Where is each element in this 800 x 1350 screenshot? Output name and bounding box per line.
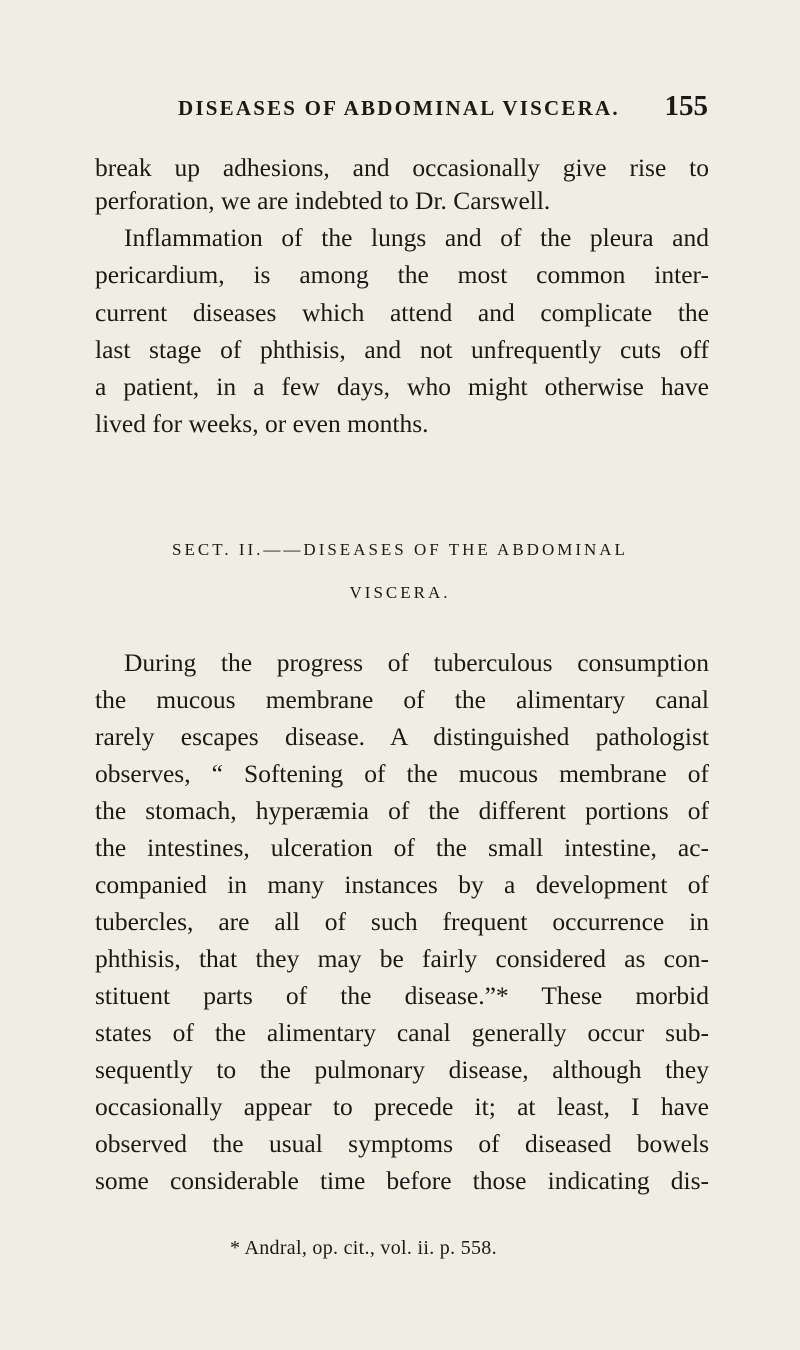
text-line: observes, “ Softening of the mucous membrane of — [95, 759, 709, 788]
running-head — [178, 90, 708, 130]
text-line: pericardium, is among the most common inter- — [95, 260, 709, 289]
text-line: tubercles, are all of such frequent occurrence in — [95, 907, 709, 936]
text-line: rarely escapes disease. A distinguished pathologist — [95, 722, 709, 751]
text-line: the intestines, ulceration of the small intestine, ac- — [95, 833, 709, 862]
text-line: the stomach, hyperæmia of the different portions of — [95, 796, 709, 825]
footnote: * Andral, op. cit., vol. ii. p. 558. — [230, 1237, 497, 1259]
page-number: 155 — [664, 90, 708, 122]
text-line: phthisis, that they may be fairly considered as con- — [95, 944, 709, 973]
text-line: companied in many instances by a development of — [95, 870, 709, 899]
text-line: Inflammation of the lungs and of the pleura and — [124, 223, 709, 252]
text-line: observed the usual symptoms of diseased bowels — [95, 1129, 709, 1158]
text-line: current diseases which attend and complicate the — [95, 298, 709, 327]
text-line: sequently to the pulmonary disease, although they — [95, 1055, 709, 1084]
text-line: During the progress of tuberculous consumption — [124, 648, 709, 677]
text-line: perforation, we are indebted to Dr. Carswell. — [95, 186, 551, 215]
text-line: break up adhesions, and occasionally give rise to — [95, 153, 709, 182]
text-line: states of the alimentary canal generally occur sub- — [95, 1018, 709, 1047]
section-heading-continued: VISCERA. — [349, 583, 451, 602]
text-line: lived for weeks, or even months. — [95, 409, 429, 438]
text-line: some considerable time before those indicating dis- — [95, 1166, 709, 1195]
text-line: the mucous membrane of the alimentary canal — [95, 685, 709, 714]
text-line: a patient, in a few days, who might otherwise have — [95, 372, 709, 401]
section-heading: SECT. II.——DISEASES OF THE ABDOMINAL — [172, 540, 628, 559]
text-line: occasionally appear to precede it; at least, I have — [95, 1092, 709, 1121]
running-title: DISEASES OF ABDOMINAL VISCERA. — [178, 96, 620, 120]
text-line: last stage of phthisis, and not unfrequently cuts off — [95, 335, 709, 364]
text-line: stituent parts of the disease.”* These morbid — [95, 981, 709, 1010]
